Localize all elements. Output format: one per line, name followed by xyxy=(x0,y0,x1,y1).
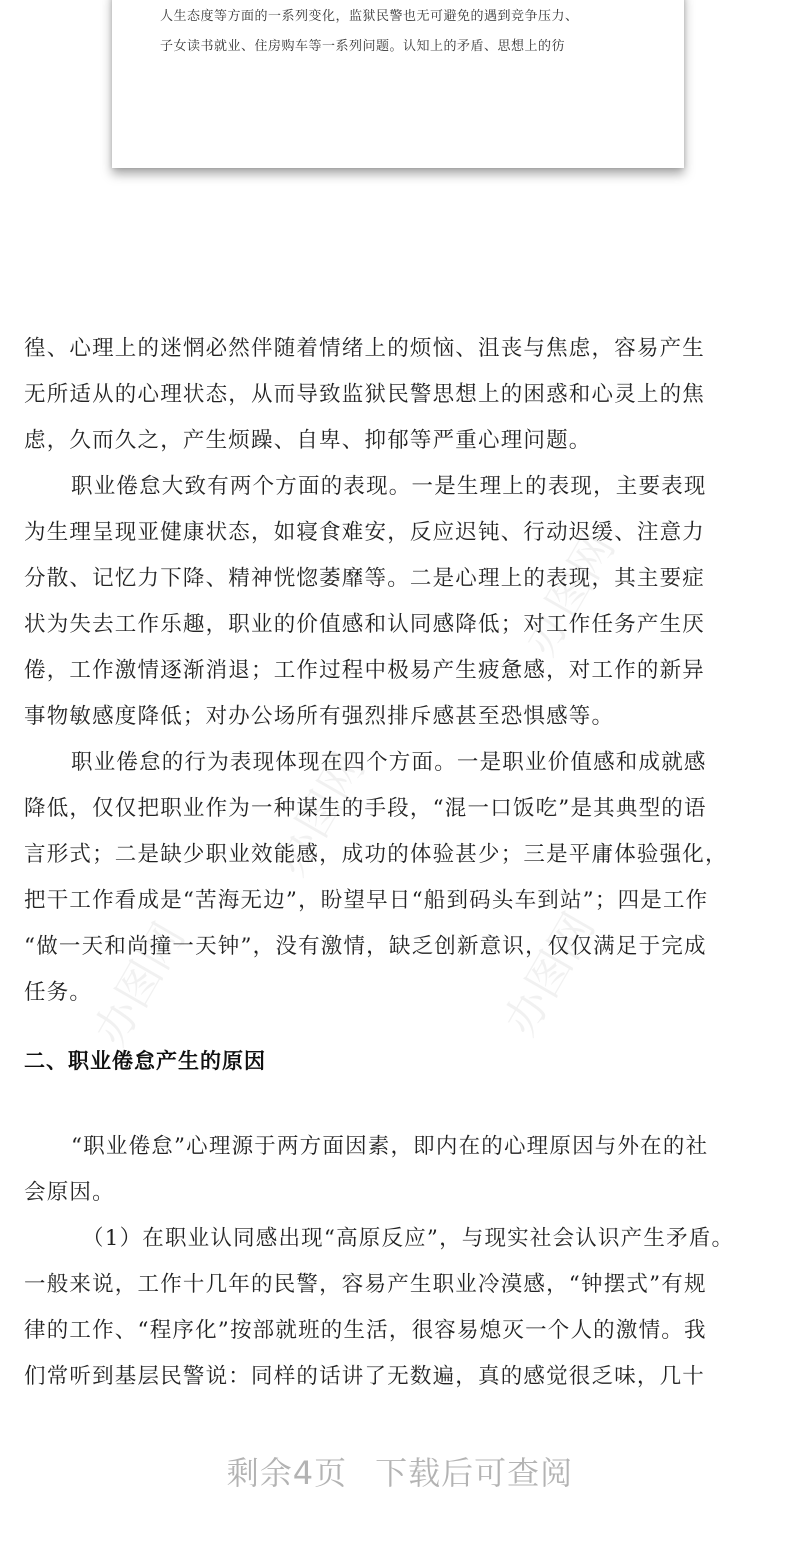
document-body xyxy=(24,326,776,1016)
download-to-view-label[interactable]: 下载后可查阅 xyxy=(375,1454,574,1492)
preview-line-1: 人生态度等方面的一系列变化，监狱民警也无可避免的遇到竞争压力、 xyxy=(160,9,579,24)
text-line: 分散、记忆力下降、精神恍惚萎靡等。二是心理上的表现，其主要症 xyxy=(24,566,706,591)
preview-line-2: 子女读书就业、住房购车等一系列问题。认知上的矛盾、思想上的彷 xyxy=(160,39,566,54)
download-prompt[interactable] xyxy=(0,1448,800,1494)
text-line: 言形式；二是缺少职业效能感，成功的体验甚少；三是平庸体验强化， xyxy=(24,842,728,867)
text-line: 倦，工作激情逐渐消退；工作过程中极易产生疲惫感，对工作的新异 xyxy=(24,658,706,683)
text-line: “职业倦怠”心理源于两方面因素，即内在的心理原因与外在的社 xyxy=(71,1134,709,1159)
text-line: 职业倦怠的行为表现体现在四个方面。一是职业价值感和成就感 xyxy=(71,750,707,775)
watermark: 办图网 xyxy=(514,524,625,665)
text-line: “做一天和尚撞一天钟”，没有激情，缺乏创新意识，仅仅满足于完成 xyxy=(24,934,707,959)
watermark: 办图网 xyxy=(84,914,195,1055)
watermark: 办图网 xyxy=(264,744,375,885)
section-heading: 二、职业倦怠产生的原因 xyxy=(24,1049,266,1073)
text-line: 任务。 xyxy=(24,980,93,1005)
text-line: 律的工作、“程序化”按部就班的生活，很容易熄灭一个人的激情。我 xyxy=(24,1318,707,1343)
remaining-pages-label[interactable]: 剩余4页 xyxy=(226,1454,348,1492)
text-line: 一般来说，工作十几年的民警，容易产生职业冷漠感，“钟摆式”有规 xyxy=(24,1272,707,1297)
text-line: 职业倦怠大致有两个方面的表现。一是生理上的表现，主要表现 xyxy=(71,474,707,499)
text-line: （1）在职业认同感出现“高原反应”，与现实社会认识产生矛盾。 xyxy=(82,1226,735,1251)
text-line: 们常听到基层民警说：同样的话讲了无数遍，真的感觉很乏味，几十 xyxy=(24,1364,706,1389)
text-line: 虑，久而久之，产生烦躁、自卑、抑郁等严重心理问题。 xyxy=(24,428,592,453)
document-body-continued xyxy=(24,1124,776,1400)
text-line: 为生理呈现亚健康状态，如寝食难安，反应迟钝、行动迟缓、注意力 xyxy=(24,520,706,545)
text-line: 事物敏感度降低；对办公场所有强烈排斥感甚至恐惧感等。 xyxy=(24,704,615,729)
text-line: 徨、心理上的迷惘必然伴随着情绪上的烦恼、沮丧与焦虑，容易产生 xyxy=(24,336,706,361)
text-line: 无所适从的心理状态，从而导致监狱民警思想上的困惑和心灵上的焦 xyxy=(24,382,706,407)
preview-page-card xyxy=(112,0,684,168)
text-line: 会原因。 xyxy=(24,1180,115,1205)
watermark: 办图网 xyxy=(494,904,605,1045)
text-line: 状为失去工作乐趣，职业的价值感和认同感降低；对工作任务产生厌 xyxy=(24,612,706,637)
text-line: 把干工作看成是“苦海无边”，盼望早日“船到码头车到站”；四是工作 xyxy=(24,888,709,913)
text-line: 降低，仅仅把职业作为一种谋生的手段，“混一口饭吃”是其典型的语 xyxy=(24,796,707,821)
